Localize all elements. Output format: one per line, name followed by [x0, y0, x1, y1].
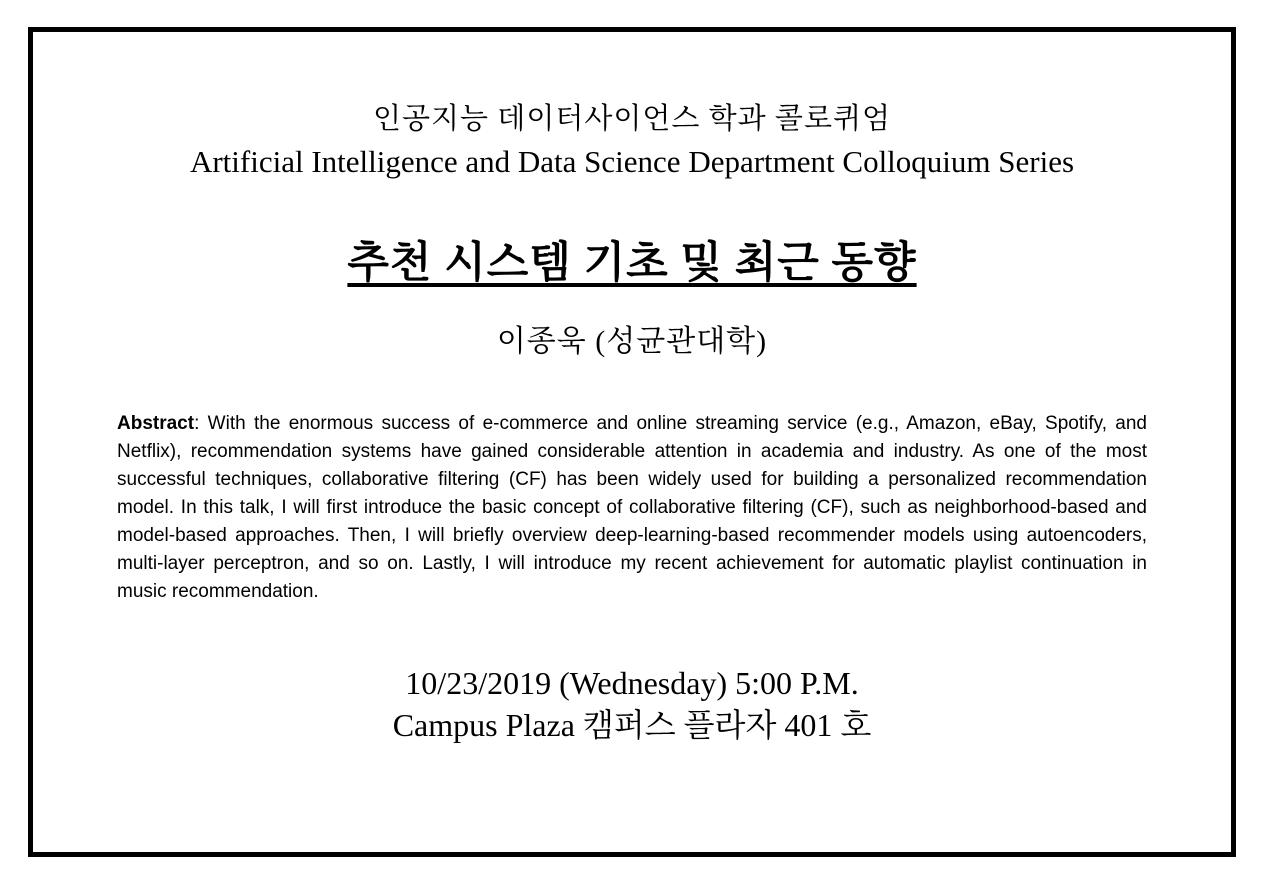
event-location: Campus Plaza 캠퍼스 플라자 401 호: [392, 706, 872, 743]
series-header: [33, 98, 1231, 185]
flyer-content: [33, 98, 1231, 892]
series-title-english: Artificial Intelligence and Data Science Department Colloquium Series: [189, 144, 1075, 180]
abstract-paragraph: [117, 410, 1147, 606]
event-details: [33, 662, 1231, 746]
speaker-name-affiliation: 이종욱 (성균관대학): [496, 324, 768, 358]
talk-title: 추천 시스템 기초 및 최근 동향: [347, 239, 917, 287]
series-title-korean: 인공지능 데이터사이언스 학과 콜로퀴엄: [373, 103, 891, 135]
abstract-body: : With the enormous success of e-commerce and online streaming service (e.g., Amazon, eBay, Spotify, and Netflix), recommendation systems have gained considerable attention in academia and industry. As one of the most successful techniques, collaborative filtering (CF) has been widely used for building a personalized recommendation model. In this talk, I will first introduce the basic concept of collaborative filtering (CF), such as neighborhood-based and model-based approaches. Then, I will briefly overview deep-learning-based recommender models using autoencoders, multi-layer perceptron, and so on. Lastly, I will introduce my recent achievement for automatic playlist continuation in music recommendation.: [117, 412, 1147, 602]
abstract-label: Abstract: [117, 412, 195, 434]
flyer-border-frame: [28, 27, 1236, 857]
event-datetime: 10/23/2019 (Wednesday) 5:00 P.M.: [405, 664, 859, 701]
